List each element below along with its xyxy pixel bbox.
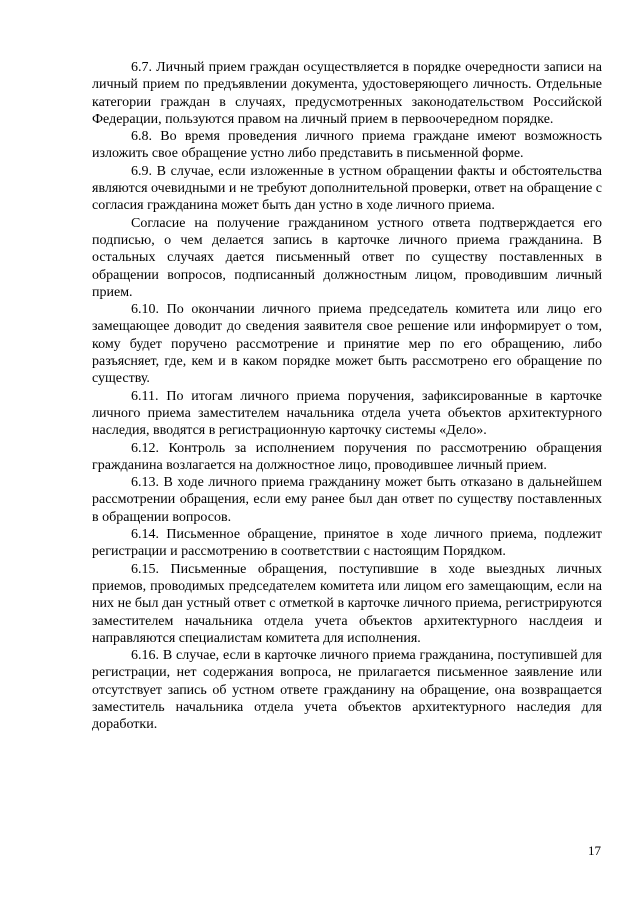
paragraph-6-14: 6.14. Письменное обращение, принятое в ходе личного приема, подлежит регистрации и рассмотрению в соответствии с настоящим Порядком. — [92, 527, 602, 560]
paragraph-6-12: 6.12. Контроль за исполнением поручения по рассмотрению обращения гражданина возлагается на должностное лицо, проводившее личный прием. — [92, 440, 602, 473]
paragraph-6-7: 6.7. Личный прием граждан осуществляется в порядке очередности записи на личный прием по предъявлении документа, удостоверяющего личность. Отдельные категории граждан в случаях, предусмотренных законодательством Российской Федерации, пользуются правом на личный прием в первоочередном порядке. — [92, 60, 602, 127]
paragraph-6-16: 6.16. В случае, если в карточке личного приема гражданина, поступившей для регистрации, нет содержания вопроса, не прилагается письменное заявление или отсутствует запись об устном ответе гражданину на обращение, она возвращается заместитель начальника отдела учета объектов архитектурного наследия для доработки. — [92, 648, 602, 733]
paragraph-6-10: 6.10. По окончании личного приема председатель комитета или лицо его замещающее доводит до сведения заявителя свое решение или информирует о том, кому будет поручено рассмотрение и принятие мер по его обращению, либо разъясняет, где, кем и в каком порядке может быть рассмотрено его обращение по существу. — [92, 302, 602, 387]
page-number: 17 — [588, 843, 601, 858]
document-body — [92, 59, 602, 734]
paragraph-6-9: 6.9. В случае, если изложенные в устном обращении факты и обстоятельства являются очевидными и не требуют дополнительной проверки, ответ на обращение с согласия гражданина может быть дан устно в ходе личного приема. — [92, 163, 602, 214]
paragraph-6-15: 6.15. Письменные обращения, поступившие в ходе выездных личных приемов, проводимых председателем комитета или лицом его замещающим, если на них не был дан устный ответ с отметкой в карточке личного приема, регистрируются заместителем начальника отдела учета объектов архитектурного наслдеия и направляются специалистам комитета для исполнения. — [92, 561, 602, 646]
paragraph-6-11: 6.11. По итогам личного приема поручения, зафиксированные в карточке личного приема заместителем начальника отдела учета объектов архитектурного наследия, вводятся в регистрационную карточку системы «Дело». — [92, 388, 602, 439]
paragraph-6-13: 6.13. В ходе личного приема гражданину может быть отказано в дальнейшем рассмотрении обращения, если ему ранее был дан ответ по существу поставленных в обращении вопросов. — [92, 475, 602, 525]
paragraph-6-8: 6.8. Во время проведения личного приема граждане имеют возможность изложить свое обращение устно либо представить в письменной форме. — [92, 129, 602, 162]
paragraph-6-9-consent: Согласие на получение гражданином устного ответа подтверждается его подписью, о чем делается запись в карточке личного приема гражданина. В остальных случаях дается письменный ответ по существу поставленных в обращении вопросов, подписанный должностным лицом, проводившим личный прием. — [92, 215, 602, 300]
